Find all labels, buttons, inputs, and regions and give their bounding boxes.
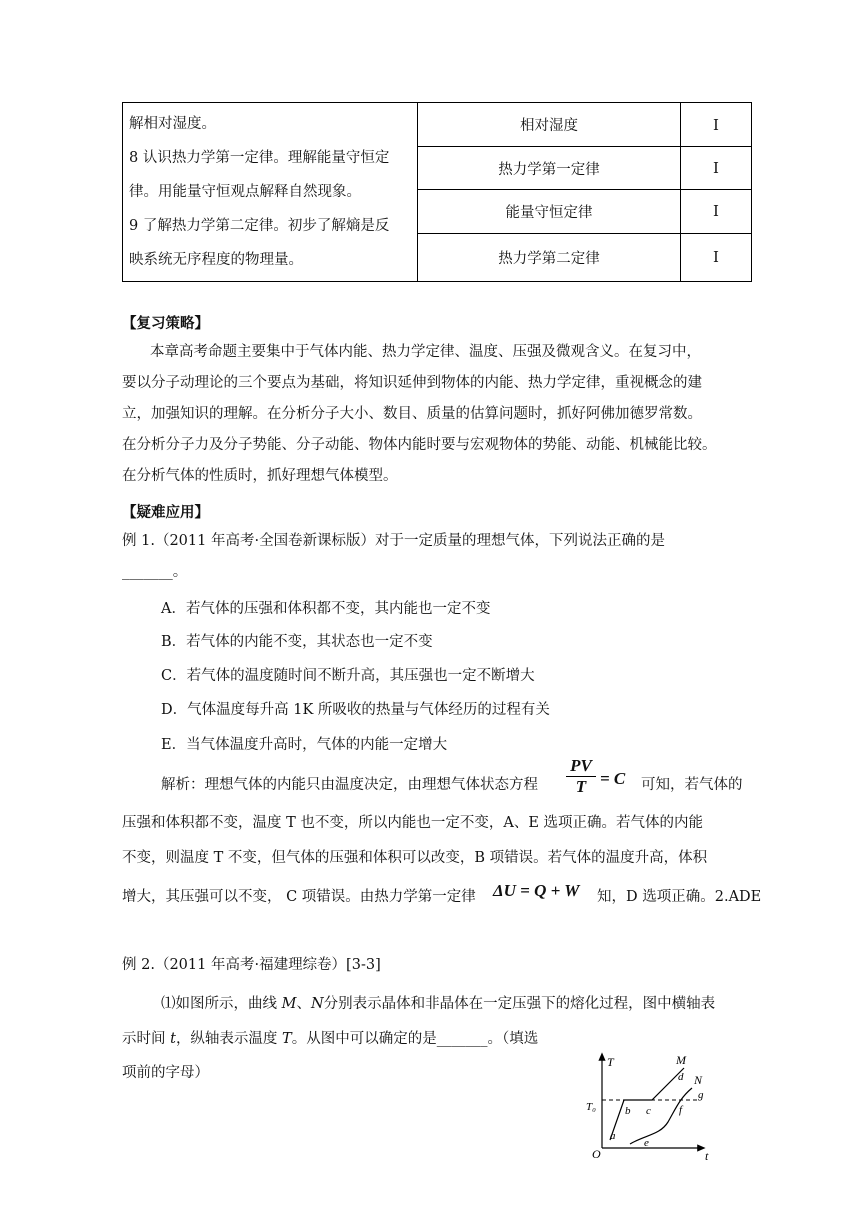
requirement-line: 律。用能量守恒观点解释自然现象。 xyxy=(129,184,361,200)
requirements-text-cell xyxy=(123,103,418,282)
example1-option-d: D．气体温度每升高 1K 所吸收的热量与气体经历的过程有关 xyxy=(161,702,550,718)
example1-option-b: B．若气体的内能不变，其状态也一定不变 xyxy=(161,634,433,650)
q1-text: 。从图中可以确定的是_______。（填选 xyxy=(291,1031,539,1047)
strategy-line: 在分析分子力及分子势能、分子动能、物体内能时要与宏观物体的势能、动能、机械能比较。 xyxy=(122,437,717,453)
topic-cell: 热力学第一定律 xyxy=(418,147,681,190)
strategy-line: 本章高考命题主要集中于气体内能、热力学定律、温度、压强及微观含义。在复习中， xyxy=(150,344,701,360)
example2-stem: 例 2.（2011 年高考·福建理综卷）[3-3] xyxy=(122,957,381,973)
q1-text: 示时间 xyxy=(122,1031,171,1047)
strategy-line: 要以分子动理论的三个要点为基础，将知识延伸到物体的内能、热力学定律，重视概念的建 xyxy=(122,375,702,391)
curve-n xyxy=(630,1088,692,1144)
formula-numerator: PV xyxy=(570,756,592,775)
y-axis-label: T xyxy=(607,1055,614,1069)
t0-label: T₀ xyxy=(586,1101,596,1113)
topic-cell: 相对湿度 xyxy=(418,103,681,147)
level-cell: I xyxy=(681,233,752,281)
label-a: a xyxy=(610,1130,616,1142)
analysis-line: 不变，则温度 T 不变，但气体的压强和体积可以改变，B 项错误。若气体的温度升高，体积 xyxy=(122,850,708,866)
example1-option-e: E．当气体温度升高时，气体的内能一定增大 xyxy=(161,737,448,753)
example1-option-c: C．若气体的温度随时间不断升高，其压强也一定不断增大 xyxy=(161,668,535,684)
label-e: e xyxy=(644,1137,649,1149)
label-d: d xyxy=(678,1071,684,1083)
curve-n-label: N xyxy=(310,996,324,1012)
strategy-line: 在分析气体的性质时，抓好理想气体模型。 xyxy=(122,468,398,484)
analysis-line: 可知，若气体的 xyxy=(641,777,743,793)
requirement-line: 映系统无序程度的物理量。 xyxy=(129,252,303,268)
example1-blank: _______。 xyxy=(122,564,188,580)
requirement-line: 9 了解热力学第二定律。初步了解熵是反 xyxy=(129,218,390,234)
level-cell: I xyxy=(681,103,752,147)
analysis-line: 增大，其压强可以不变， C 项错误。由热力学第一定律 xyxy=(122,889,476,905)
requirement-line: 8 认识热力学第一定律。理解能量守恒定 xyxy=(129,150,390,166)
application-heading: 【疑难应用】 xyxy=(122,504,209,521)
first-law-formula: ΔU = Q + W xyxy=(493,881,580,900)
q1-text: 、 xyxy=(296,996,311,1012)
analysis-line: 知，D 选项正确。2.ADE xyxy=(597,889,762,905)
topic-cell: 能量守恒定律 xyxy=(418,190,681,233)
label-n: N xyxy=(694,1073,703,1087)
temperature-symbol: T xyxy=(282,1031,292,1047)
curve-m xyxy=(610,1068,684,1140)
label-b: b xyxy=(625,1105,631,1117)
label-c: c xyxy=(646,1105,651,1117)
x-axis-label: t xyxy=(705,1149,709,1160)
example1-stem: 例 1.（2011 年高考·全国卷新课标版）对于一定质量的理想气体，下列说法正确的是 xyxy=(122,533,666,549)
analysis-line: 压强和体积都不变，温度 T 也不变，所以内能也一定不变，A、E 选项正确。若气体的内能 xyxy=(122,815,704,831)
time-symbol: t xyxy=(170,1031,176,1047)
q1-text: 分别表示晶体和非晶体在一定压强下的熔化过程，图中横轴表 xyxy=(323,996,716,1012)
example2-q1-line2 xyxy=(122,1027,538,1048)
formula-denominator: T xyxy=(575,777,587,796)
example1-option-a: A．若气体的压强和体积都不变，其内能也一定不变 xyxy=(161,601,491,617)
melting-curve-figure xyxy=(580,1050,720,1160)
label-f: f xyxy=(679,1104,683,1116)
requirement-line: 解相对湿度。 xyxy=(129,116,216,132)
origin-label: O xyxy=(592,1147,601,1160)
q1-text: ⑴如图所示，曲线 xyxy=(161,996,282,1012)
topic-cell: 热力学第二定律 xyxy=(418,233,681,281)
label-m: M xyxy=(676,1053,686,1067)
example2-q1-line1 xyxy=(161,992,715,1013)
strategy-heading: 【复习策略】 xyxy=(122,315,209,332)
requirements-table xyxy=(122,102,752,282)
curve-m-label: M xyxy=(281,996,297,1012)
formula-fraction xyxy=(566,756,596,797)
level-cell: I xyxy=(681,190,752,233)
level-cell: I xyxy=(681,147,752,190)
label-g: g xyxy=(698,1089,704,1101)
analysis-line: 解析：理想气体的内能只由温度决定，由理想气体状态方程 xyxy=(161,777,538,793)
q1-text: ，纵轴表示温度 xyxy=(175,1031,283,1047)
formula-rest: = C xyxy=(600,769,626,788)
example2-q1-line3: 项前的字母） xyxy=(122,1065,209,1081)
strategy-line: 立，加强知识的理解。在分析分子大小、数目、质量的估算问题时，抓好阿佛加德罗常数。 xyxy=(122,406,702,422)
